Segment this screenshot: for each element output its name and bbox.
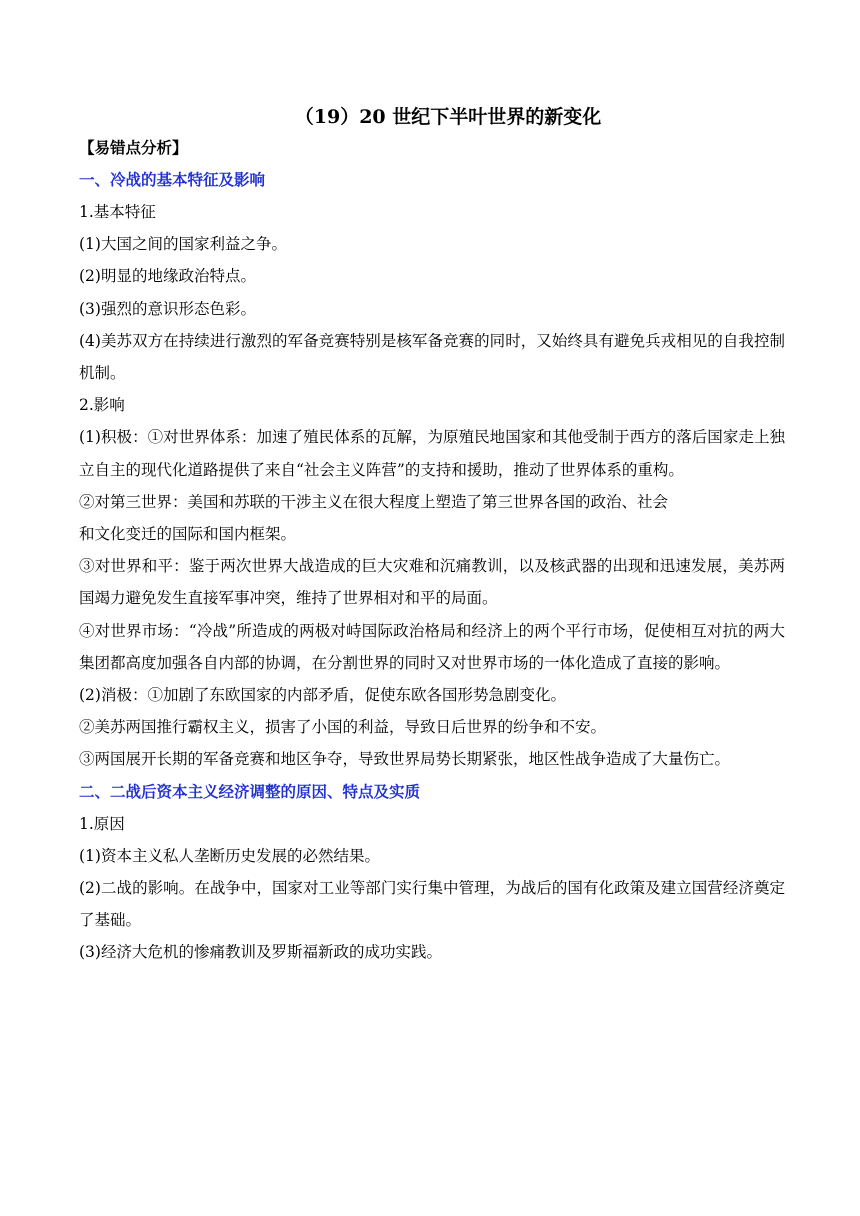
paragraph: (1)大国之间的国家利益之争。 — [79, 235, 287, 254]
paragraph: (3)强烈的意识形态色彩。 — [79, 299, 256, 318]
paragraph: (4)美苏双方在持续进行激烈的军备竞赛特别是核军备竞赛的同时，又始终具有避免兵戎相见的自我控制机制。 — [79, 331, 785, 383]
paragraph: ②对第三世界：美国和苏联的干涉主义在很大程度上塑造了第三世界各国的政治、社会 — [79, 492, 669, 511]
section-heading-capitalism-adjustment: 二、二战后资本主义经济调整的原因、特点及实质 — [79, 781, 421, 801]
subheading-causes: 1.原因 — [79, 814, 125, 833]
section-heading-cold-war: 一、冷战的基本特征及影响 — [79, 170, 266, 189]
paragraph: (2)消极：①加剧了东欧国家的内部矛盾，促使东欧各国形势急剧变化。 — [79, 686, 566, 705]
paragraph: (1)积极：①对世界体系：加速了殖民体系的瓦解，为原殖民地国家和其他受制于西方的落后国家走上独立自主的现代化道路提供了来自“社会主义阵营”的支持和援助，推动了世界体系的重构。 — [79, 428, 785, 479]
paragraph: ②美苏两国推行霸权主义，损害了小国的利益，导致日后世界的纷争和不安。 — [79, 718, 607, 737]
paragraph: (1)资本主义私人垄断历史发展的必然结果。 — [79, 846, 380, 865]
error-analysis-tag: 【易错点分析】 — [79, 138, 188, 157]
document-page — [79, 100, 785, 969]
subheading-basic-features: 1.基本特征 — [79, 203, 156, 221]
paragraph: ③两国展开长期的军备竞赛和地区争夺，导致世界局势长期紧张，地区性战争造成了大量伤亡。 — [79, 750, 731, 769]
paragraph: (3)经济大危机的惨痛教训及罗斯福新政的成功实践。 — [79, 943, 442, 962]
paragraph: 和文化变迁的国际和国内框架。 — [79, 525, 297, 544]
paragraph: (2)明显的地缘政治特点。 — [79, 267, 256, 286]
document-title: （19）20 世纪下半叶世界的新变化 — [294, 106, 602, 128]
paragraph: ④对世界市场：“冷战”所造成的两极对峙国际政治格局和经济上的两个平行市场，促使相互对抗的两大集团都高度加强各自内部的协调，在分割世界的同时又对世界市场的一体化造成了直接的影响。 — [79, 621, 785, 672]
subheading-impact: 2.影响 — [79, 396, 125, 415]
paragraph: (2)二战的影响。在战争中，国家对工业等部门实行集中管理，为战后的国有化政策及建立国营经济奠定了基础。 — [79, 879, 785, 930]
paragraph: ③对世界和平：鉴于两次世界大战造成的巨大灾难和沉痛教训，以及核武器的出现和迅速发展，美苏两国竭力避免发生直接军事冲突，维持了世界相对和平的局面。 — [79, 557, 785, 608]
